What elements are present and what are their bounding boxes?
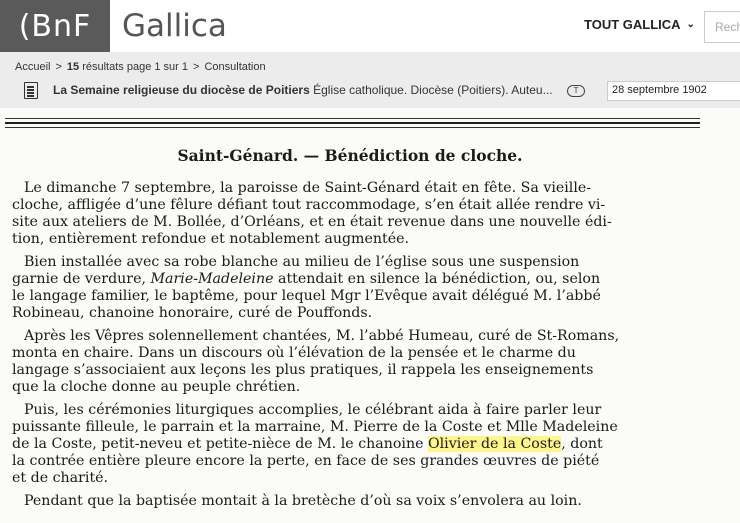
page-rule [5,127,700,128]
text-line: langage s’associaient aux leçons les plus pratiques, il rappela les enseignements [12,362,594,378]
text-segment: garnie de verdure, [12,271,146,287]
document-author: Église catholique. Diocèse (Poitiers). Auteu... [313,83,553,97]
text-line [12,271,600,288]
breadcrumb-current: Consultation [204,61,266,73]
page-rule [5,122,700,124]
breadcrumb-count[interactable]: 15 [66,61,80,73]
text-line: Après les Vêpres solennellement chantées, M. l’abbé Humeau, curé de St-Romans, [24,328,620,344]
search-highlight[interactable]: Olivier de la Coste [428,436,562,452]
document-title-text[interactable]: La Semaine religieuse du diocèse de Poitiers [53,83,310,97]
italic-name: Marie-Madeleine [150,271,274,287]
article-heading: Saint-Génard. — Bénédiction de cloche. [177,146,523,165]
text-line: cloche, affligée d’une fêlure défiant tout raccommodage, s’en était allée rendre vi- [12,197,606,213]
gallica-logo[interactable]: Gallica [110,0,580,52]
scanned-page [0,108,740,523]
breadcrumb: Accueil > 15 résultats page 1 sur 1 > Consultation [15,61,266,73]
text-line: monta en chaire. Dans un discours où l’élévation de la pensée et le charme du [12,345,576,361]
text-line [12,436,603,453]
text-line: la contrée entière pleure encore la perte, en face de ses grandes œuvres de piété [12,453,600,469]
text-line: Robineau, chanoine honoraire, curé de Pouffonds. [12,305,373,321]
text-line: et de charité. [12,470,109,486]
text-segment: attendait en silence la bénédiction, ou, selon [278,271,601,287]
scope-selector[interactable] [584,17,695,32]
search-input[interactable] [704,11,740,43]
text-line: le langage familier, le baptême, pour lequel Mgr l’Evêque avait délégué M. l’abbé [12,288,601,304]
top-bar [0,0,740,52]
chevron-down-icon: ⌄ [686,19,695,30]
text-segment: de la Coste, petit-neveu et petite-nièce de M. le chanoine [12,436,424,452]
bnf-logo[interactable]: (BnF [0,0,110,52]
text-segment: , dont [561,436,603,452]
scope-label: TOUT GALLICA [584,17,681,32]
breadcrumb-home[interactable]: Accueil [15,61,51,73]
document-title [53,83,553,97]
text-line: Puis, les cérémonies liturgiques accomplies, le célébrant aida à faire parler leur [24,402,602,418]
document-icon [24,82,38,99]
text-line: puissante filleule, le parrain et la marraine, M. Pierre de la Coste et Mlle Madeleine [12,419,618,435]
text-mode-icon[interactable]: T [567,85,585,97]
text-line: que la cloche donne au peuple chrétien. [12,379,301,395]
text-line: Pendant que la baptisée montait à la bretèche d’où sa voix s’envolera au loin. [24,493,582,509]
text-line: Bien installée avec sa robe blanche au milieu de l’église sous une suspension [24,254,580,270]
issue-date-field[interactable]: 28 septembre 1902 [607,81,740,101]
text-line: site aux ateliers de M. Bollée, d’Orléans, et en était revenue dans une nouvelle édi- [12,214,612,230]
text-line: tion, entièrement refondue et notablement augmentée. [12,231,410,247]
breadcrumb-results[interactable]: résultats page 1 sur 1 [82,61,189,73]
text-line: Le dimanche 7 septembre, la paroisse de Saint-Génard était en fête. Sa vieille- [24,180,592,196]
page-rule [5,118,700,119]
